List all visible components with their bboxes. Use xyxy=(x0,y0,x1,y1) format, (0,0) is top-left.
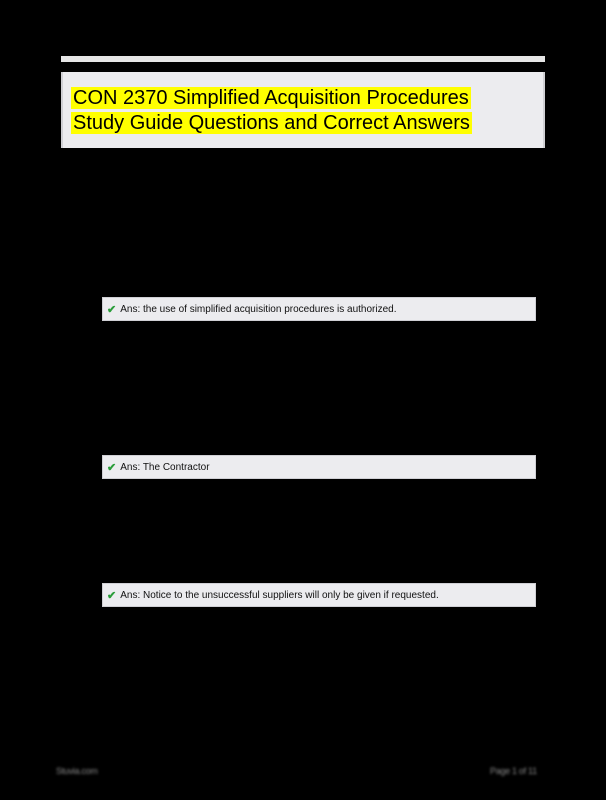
title-box xyxy=(61,72,545,148)
answer-box-3 xyxy=(102,583,536,607)
check-icon: ✔ xyxy=(107,303,117,316)
footer-site-label: Stuvia.com xyxy=(56,766,98,776)
title-line-1: CON 2370 Simplified Acquisition Procedures xyxy=(73,87,469,109)
check-icon: ✔ xyxy=(107,461,117,474)
answer-text: Ans: the use of simplified acquisition procedures is authorized. xyxy=(120,303,397,315)
answer-text: Ans: Notice to the unsuccessful suppliers will only be given if requested. xyxy=(120,589,439,601)
answer-box-1 xyxy=(102,297,536,321)
check-icon: ✔ xyxy=(107,589,117,602)
header-rule xyxy=(61,56,545,62)
document-title xyxy=(71,86,472,136)
answer-box-2 xyxy=(102,455,536,479)
title-line-2: Study Guide Questions and Correct Answers xyxy=(73,112,470,134)
answer-text: Ans: The Contractor xyxy=(120,461,210,473)
footer-page-number: Page 1 of 11 xyxy=(490,766,537,776)
